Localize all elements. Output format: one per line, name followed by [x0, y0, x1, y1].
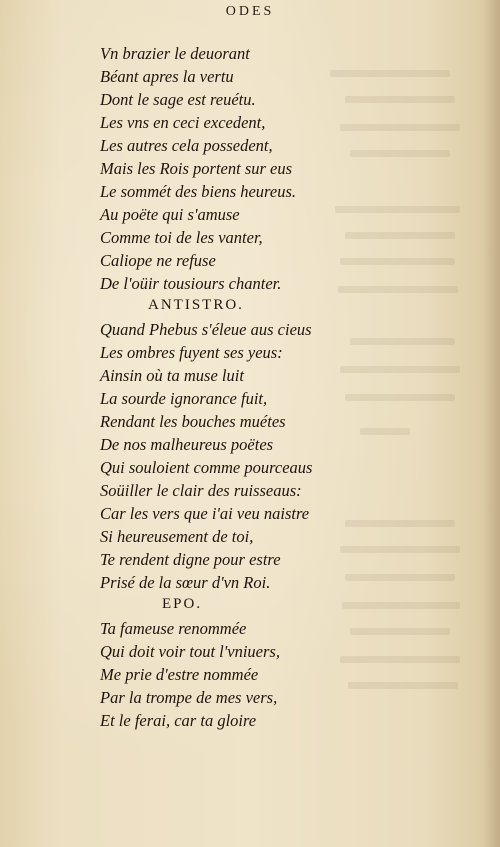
poem-line: Et le ferai, car ta gloire [100, 711, 257, 730]
poem-line: De nos malheureus poëtes [100, 435, 274, 454]
poem-line: Te rendent digne pour estre [100, 550, 281, 569]
poem-line: Rendant les bouches muétes [100, 412, 286, 431]
poem-line: De l'oüir tousiours chanter. [100, 274, 282, 293]
running-header: ODES [225, 4, 275, 19]
poem-line: Si heureusement de toi, [100, 527, 254, 546]
poem-line: Par la trompe de mes vers, [100, 688, 278, 707]
poem-line: Me prie d'estre nommée [100, 665, 259, 684]
poem-line: Prisé de la sœur d'vn Roi. [100, 573, 271, 592]
poem-line: Au poëte qui s'amuse [100, 205, 240, 224]
poem-line: Les vns en ceci excedent, [100, 113, 266, 132]
poem-line: Comme toi de les vanter, [100, 228, 263, 247]
section-heading-epo: EPO. [162, 596, 203, 612]
poem-line: Qui doit voir tout l'vniuers, [100, 642, 280, 661]
poem-line: Ta fameuse renommée [100, 619, 247, 638]
poem-line: Le sommét des biens heureus. [100, 182, 296, 201]
poem-line: La sourde ignorance fuit, [100, 389, 268, 408]
poem-line: Caliope ne refuse [100, 251, 216, 270]
poem-line: Les ombres fuyent ses yeus: [100, 343, 283, 362]
poem-line: Ainsin où ta muse luit [100, 366, 244, 385]
poem-line: Les autres cela possedent, [100, 136, 273, 155]
poem-line: Car les vers que i'ai veu naistre [100, 504, 310, 523]
poem-line: Vn brazier le deuorant [100, 44, 250, 63]
poem-line: Mais les Rois portent sur eus [100, 159, 293, 178]
page-edge-shadow [482, 0, 500, 847]
poem-line: Soüiller le clair des ruisseaus: [100, 481, 302, 500]
poem-line: Béant apres la vertu [100, 67, 234, 86]
poem-line: Dont le sage est reuétu. [100, 90, 256, 109]
poem-line: Quand Phebus s'éleue aus cieus [100, 320, 312, 339]
section-heading-antistro: ANTISTRO. [148, 297, 244, 313]
poem-line: Qui souloient comme pourceaus [100, 458, 313, 477]
